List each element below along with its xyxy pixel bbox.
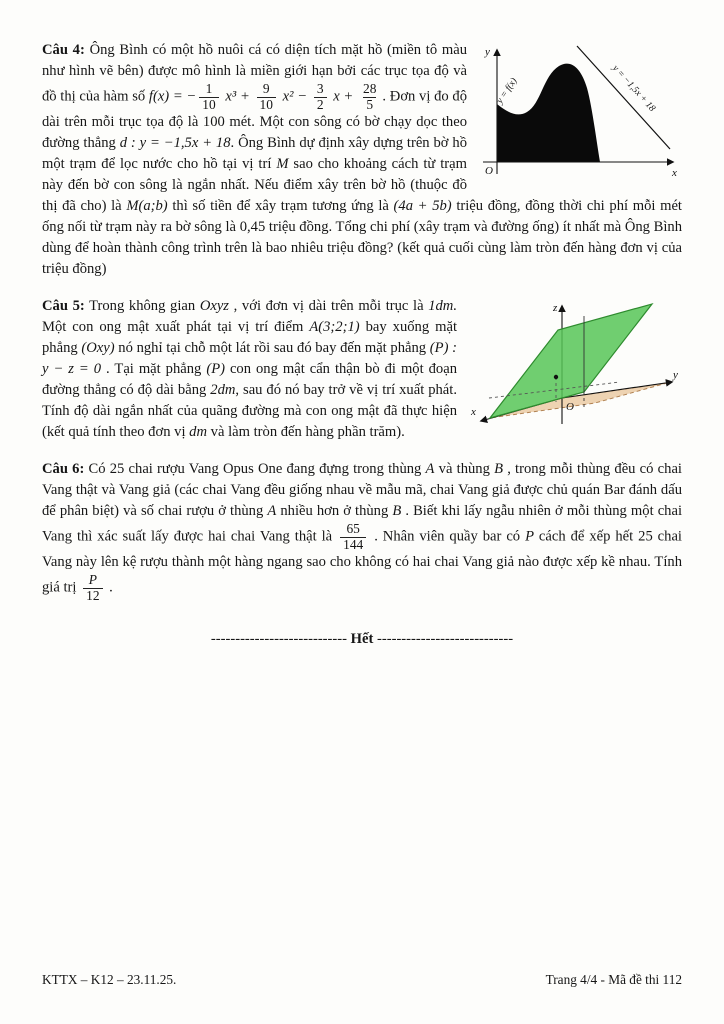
fraction-numerator: 9 bbox=[262, 81, 270, 96]
q6-text-5: nhiều hơn ở thùng bbox=[276, 503, 393, 519]
end-label: Hết bbox=[350, 631, 374, 647]
q6-label: Câu 6: bbox=[42, 461, 85, 477]
end-dashes-left: ---------------------------- bbox=[210, 631, 347, 647]
q5-math-P: (P) bbox=[206, 361, 225, 377]
origin-label: O bbox=[485, 165, 493, 177]
q6-math-A2: A bbox=[267, 503, 277, 519]
q6-text-4: , trong mỗi thùng đều có chai Vang thật và Vang giả (các chai Vang đều giống nhau về mẫu mã, chai Vang giả được chủ quán Bar đánh dấu để phân biệt) và số chai rượu ở thùng bbox=[42, 461, 682, 519]
q5-text-3: Một con ong mật xuất phát tại vị trí điểm bbox=[42, 319, 310, 335]
q4-text-2: . Đơn vị đo độ dài trên mỗi trục tọa độ là bbox=[42, 88, 468, 130]
fraction-65-144 bbox=[340, 522, 366, 552]
y-axis-label: y bbox=[485, 46, 490, 58]
fraction-numerator: 28 bbox=[363, 81, 377, 96]
q6-text-1: Có bbox=[84, 461, 110, 477]
q4-math-100: 100 bbox=[202, 114, 225, 130]
q5-math-Oxy: (Oxy) bbox=[81, 340, 115, 356]
fraction-denominator: 2 bbox=[314, 97, 327, 113]
x-axis-label: x bbox=[672, 167, 677, 179]
q4-math-Mab: M(a;b) bbox=[126, 198, 168, 214]
fraction-P-12 bbox=[83, 573, 102, 603]
q6-text-3: và thùng bbox=[434, 461, 495, 477]
q4-figure bbox=[477, 42, 682, 189]
q6-text-2: chai rượu Vang Opus One đang đựng trong thùng bbox=[124, 461, 426, 477]
q5-text-9: và làm tròn đến hàng phần trăm). bbox=[207, 424, 405, 440]
question-4 bbox=[42, 40, 682, 280]
q5-math-dm: dm bbox=[189, 424, 207, 440]
q5-math-1dm: 1dm. bbox=[428, 298, 457, 314]
question-5 bbox=[42, 296, 682, 443]
q4-text-4: . Ông Bình dự định xây dựng trên bờ hồ một trạm để lọc nước cho hồ tại vị trí bbox=[42, 135, 467, 172]
point-A bbox=[554, 375, 558, 379]
z-axis-label: z bbox=[553, 302, 558, 314]
q6-math-25: 25 bbox=[109, 461, 125, 477]
fraction-9-10 bbox=[257, 82, 276, 112]
end-of-test-marker bbox=[42, 629, 682, 650]
q6-text-9: chai Vang này lên kệ rượu thành một hàng ngang sao cho không có hai chai Vang giả nào được xếp kề nhau. Tính giá trị bbox=[42, 528, 682, 596]
q5-math-Oxyz: Oxyz bbox=[199, 298, 229, 314]
q4-text-1: Ông Bình có một hồ nuôi cá có diện tích mặt hồ (miền tô màu như hình vẽ bên) được mô hình là miền giới hạn bởi các trục tọa độ và đồ thị của hàm số bbox=[42, 42, 467, 105]
q4-formula-lead: f(x) = − bbox=[148, 88, 197, 105]
q5-text-1: Trong không gian bbox=[84, 298, 200, 314]
q4-label: Câu 4: bbox=[42, 42, 85, 58]
y-axis-label: y bbox=[673, 369, 678, 381]
q4-text-8: triệu đồng. Tổng chi phí (xây trạm và đường ống) ít nhất mà Ông Bình dùng để hoàn thành công trình trên là bao nhiêu triệu đồng? (kết quả cuối cùng làm tròn đến hàng đơn vị của triệu đồng) bbox=[42, 219, 683, 277]
fraction-numerator: 65 bbox=[346, 521, 360, 536]
q5-label: Câu 5: bbox=[42, 298, 85, 314]
q4-formula-term-3: x + bbox=[329, 88, 357, 105]
footer-exam-code: KTTX – K12 – 23.11.25. bbox=[42, 972, 177, 987]
x-axis-label: x bbox=[471, 406, 476, 418]
footer-page-number: Trang 4/4 - Mã đề thi 112 bbox=[545, 972, 682, 987]
q5-text-5: nó nghỉ tại chỗ một lát rồi sau đó bay đến mặt phẳng bbox=[114, 340, 430, 356]
q6-math-A: A bbox=[425, 461, 435, 477]
page-footer bbox=[42, 970, 682, 989]
q4-formula-term-1: x³ + bbox=[221, 88, 254, 105]
fraction-1-10 bbox=[199, 82, 218, 112]
river-equation-label: y = −1,5x + 18 bbox=[610, 63, 657, 114]
origin-label: O bbox=[566, 401, 574, 413]
q6-text-6: . Biết khi lấy ngẫu nhiên ở mỗi thùng một chai Vang thì xác suất lấy được hai chai Vang thật là bbox=[42, 503, 683, 545]
q6-math-B2: B bbox=[392, 503, 402, 519]
q5-text-7: con ong mật cẩn thận bò đi một đoạn đường thẳng có độ dài bằng bbox=[42, 361, 457, 398]
oxyz-figure bbox=[467, 298, 682, 438]
q6-math-B: B bbox=[494, 461, 503, 477]
q4-text-5: sao cho khoảng cách từ trạm này đến bờ con sông là ngắn nhất. Nếu điểm xây trên bờ hồ (thuộc đồ thị đã cho) là bbox=[42, 156, 467, 214]
fraction-denominator: 144 bbox=[340, 537, 366, 553]
q6-math-25b: 25 bbox=[638, 528, 653, 545]
question-6 bbox=[42, 459, 682, 603]
fraction-numerator: P bbox=[88, 572, 97, 587]
q5-figure bbox=[467, 298, 682, 445]
q5-text-2: , với đơn vị dài trên mỗi trục là bbox=[229, 298, 429, 314]
q4-text-6: thì số tiền để xây trạm tương ứng là bbox=[167, 198, 394, 214]
fraction-numerator: 1 bbox=[205, 81, 213, 96]
fraction-denominator: 5 bbox=[363, 97, 376, 113]
q5-math-plane-P: (P) : y − z = 0 bbox=[42, 340, 457, 377]
q5-text-4: bay xuống mặt phẳng bbox=[42, 319, 457, 356]
q6-text-10: . bbox=[105, 579, 113, 596]
q4-line-equation: d : y = −1,5x + 18 bbox=[119, 135, 231, 151]
fraction-3-2 bbox=[314, 82, 327, 112]
fraction-numerator: 3 bbox=[316, 81, 324, 96]
q4-math-4a5b: (4a + 5b) bbox=[393, 198, 452, 214]
pond-graph-figure bbox=[477, 42, 682, 182]
q4-text-7: triệu đồng, đồng thời chi phí mỗi mét ống nối từ trạm này ra bờ sông là bbox=[42, 198, 682, 235]
fraction-denominator: 10 bbox=[199, 97, 218, 113]
q6-text-7: . Nhân viên quầy bar có bbox=[369, 528, 526, 545]
fraction-denominator: 12 bbox=[83, 588, 102, 604]
end-dashes-right: ---------------------------- bbox=[377, 631, 514, 647]
q5-math-2dm: 2dm bbox=[210, 382, 236, 398]
q6-text-8: cách để xếp hết bbox=[533, 528, 639, 545]
fraction-28-5 bbox=[360, 82, 379, 112]
q4-math-045: 0,45 bbox=[239, 219, 266, 235]
q4-math-M: M bbox=[276, 156, 289, 172]
q5-text-8: , sau đó nó bay trở về vị trí xuất phát. Tính độ dài ngắn nhất của quãng đường mà con ong mật đã thực hiện (kết quả tính theo đơn vị bbox=[42, 382, 457, 440]
q5-text-6: . Tại mặt phẳng bbox=[101, 361, 207, 377]
q4-text-3: mét. Một con sông có bờ chạy dọc theo đường thẳng bbox=[42, 114, 467, 151]
curve-equation-label: y = f(x) bbox=[495, 76, 520, 106]
q6-math-P: P bbox=[525, 528, 534, 545]
q5-math-A321: A(3;2;1) bbox=[309, 319, 360, 335]
q4-formula-term-2: x² − bbox=[278, 88, 311, 105]
fraction-denominator: 10 bbox=[257, 97, 276, 113]
